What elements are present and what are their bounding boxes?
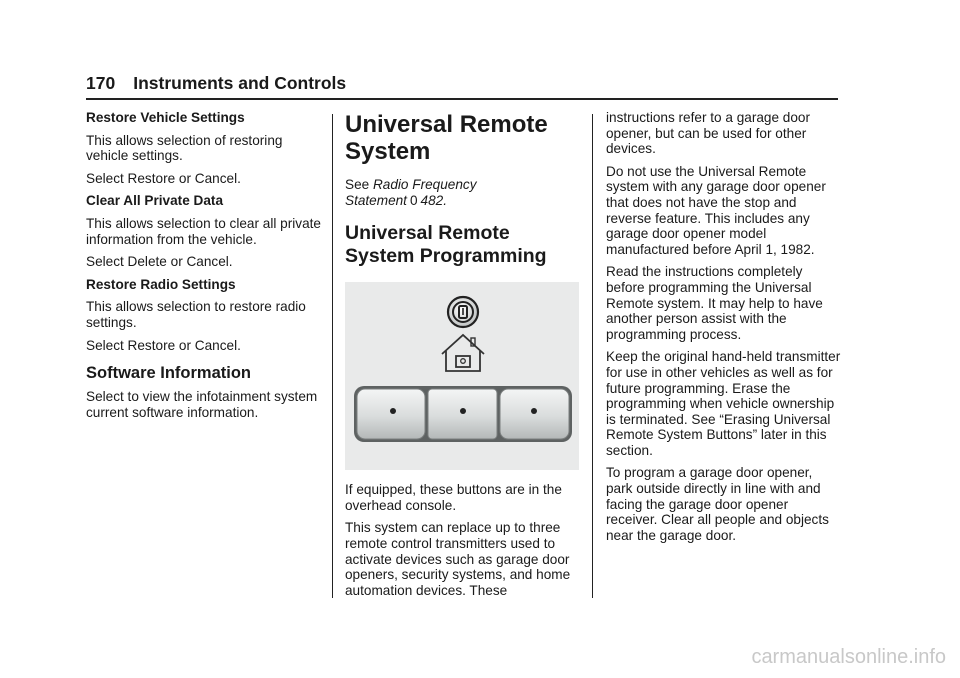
- restore-vehicle-heading: Restore Vehicle Settings: [86, 110, 245, 125]
- section-title: Instruments and Controls: [133, 73, 347, 93]
- garage-house-icon: [442, 335, 484, 371]
- see-prefix: See: [345, 177, 373, 192]
- programming-heading: Universal Remote System Programming: [345, 222, 547, 268]
- see-link[interactable]: Radio Frequency Statement: [345, 177, 477, 208]
- restore-vehicle-select: Select Restore or Cancel.: [86, 170, 241, 186]
- clear-private-select: Select Delete or Cancel.: [86, 254, 233, 270]
- remote-button-strip: [354, 386, 572, 442]
- column-divider-left: [332, 114, 333, 598]
- clear-private-heading: Clear All Private Data: [86, 193, 224, 209]
- restore-vehicle-body: This allows selection of restoring vehicle settings.: [86, 132, 283, 164]
- restore-radio-body: This allows selection to restore radio settings.: [86, 299, 306, 330]
- universal-remote-title: Universal Remote System: [345, 111, 548, 165]
- watermark: carmanualsonline.info: [751, 646, 946, 668]
- page-header: [86, 72, 838, 94]
- column-2: [345, 110, 581, 605]
- instructions-paragraph: instructions refer to a garage door opener, but can be used for other devices.: [606, 110, 811, 157]
- column-1: [86, 110, 324, 427]
- keep-transmitter-paragraph: Keep the original hand-held transmitter for use in other vehicles as well as for future programming. Erase the programming when vehicle ownership is terminated. See “Erasing Universal Remote System Buttons” later in this section.: [606, 349, 841, 458]
- clear-private-body: This allows selection to clear all private information from the vehicle.: [86, 215, 321, 247]
- figure-caption: If equipped, these buttons are in the overhead console.: [345, 482, 562, 513]
- indicator-icon: [448, 297, 478, 327]
- read-instructions-paragraph: Read the instructions completely before programming the Universal Remote system. It may help to have another person assist with the programming process.: [606, 264, 823, 342]
- page-number: 170: [86, 73, 116, 93]
- restore-radio-heading: Restore Radio Settings: [86, 276, 236, 292]
- column-divider-right: [592, 114, 593, 598]
- software-body: Select to view the infotainment system current software information.: [86, 389, 318, 420]
- overhead-buttons-figure: [345, 282, 579, 470]
- stop-reverse-warning: Do not use the Universal Remote system with any garage door opener that does not have the stop and reverse feature. This includes any garage door opener model manufactured before April 1, 1982.: [606, 163, 826, 257]
- header-rule: [86, 98, 838, 100]
- see-suffix: .: [443, 192, 447, 208]
- overhead-console-illustration: [345, 282, 579, 470]
- see-reference: [345, 177, 581, 208]
- program-garage-paragraph: To program a garage door opener, park outside directly in line with and facing the garage door opener receiver. Clear all people and objects near the garage door.: [606, 465, 829, 543]
- restore-radio-select: Select Restore or Cancel.: [86, 337, 241, 353]
- see-arrow: 0: [409, 192, 418, 208]
- universal-remote-body: This system can replace up to three remote control transmitters used to activate devices such as garage door openers, security systems, and home automation devices. These: [345, 520, 571, 598]
- see-page: 482: [420, 192, 444, 208]
- software-heading: Software Information: [86, 364, 252, 383]
- column-3: [606, 110, 842, 550]
